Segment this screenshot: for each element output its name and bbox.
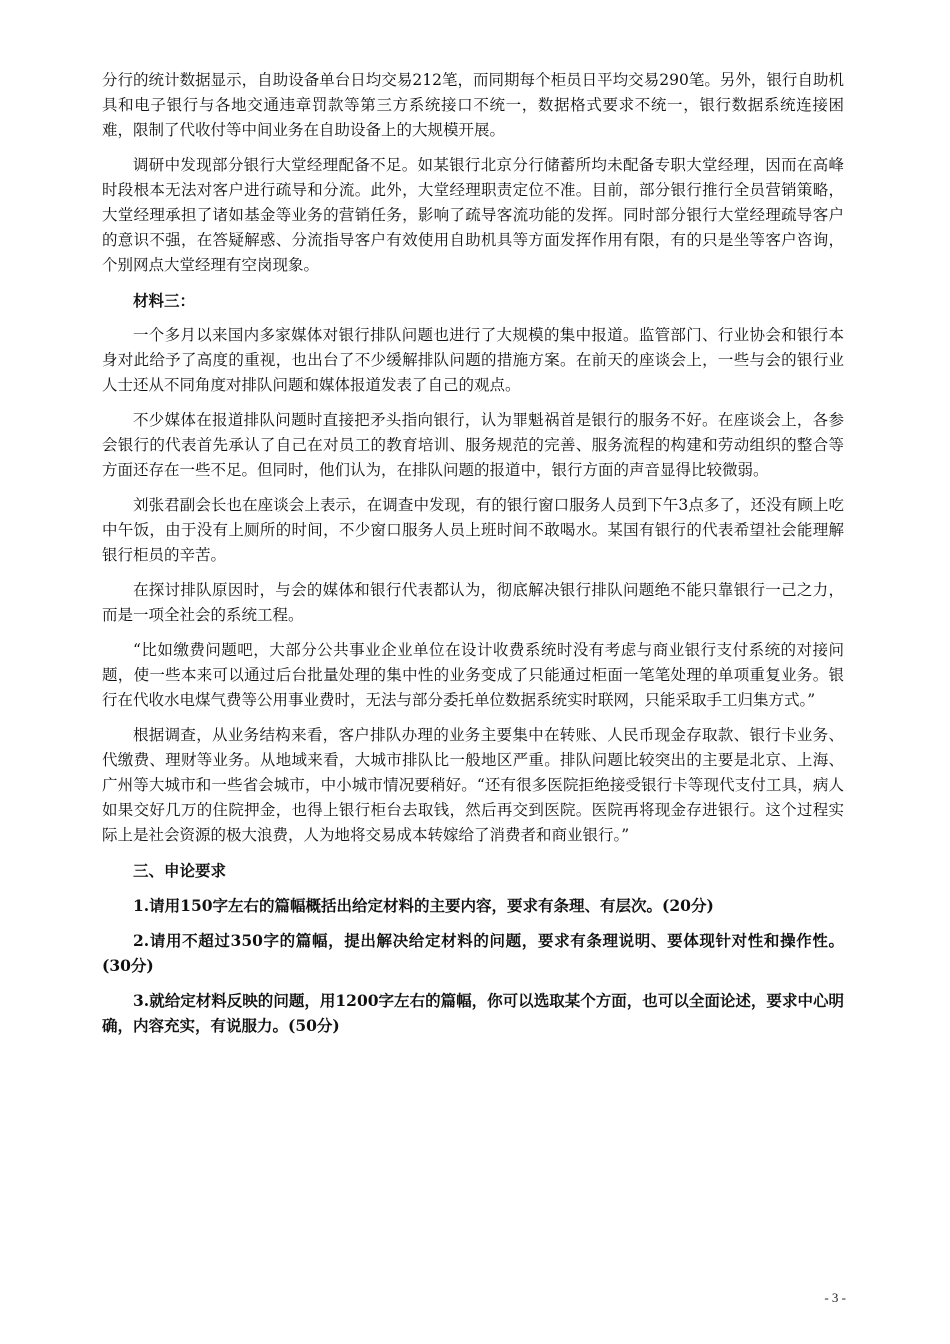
page-number: - 3 -: [824, 1290, 846, 1305]
requirement-item-3: 3.就给定材料反映的问题，用1200字左右的篇幅，你可以选取某个方面，也可以全面论述，要求中心明确，内容充实，有说服力。(50分): [102, 991, 844, 1035]
paragraph-survey: 根据调查，从业务结构来看，客户排队办理的业务主要集中在转账、人民币现金存取款、银行卡业务、代缴费、理财等业务。从地域来看，大城市排队比一般地区严重。排队问题比较突出的主要是北京、上海、广州等大城市和一些省会城市，中小城市情况要稍好。“还有很多医院拒绝接受银行卡等现代支付工具，病人如果交好几万的住院押金，也得上银行柜台去取钱，然后再交到医院。医院再将现金存进银行。这个过程实际上是社会资源的极大浪费，人为地将交易成本转嫁给了消费者和商业银行。”: [102, 726, 844, 844]
section-heading-requirements: 三、申论要求: [133, 861, 227, 880]
paragraph-queue-causes: 在探讨排队原因时，与会的媒体和银行代表都认为，彻底解决银行排队问题绝不能只靠银行一己之力，而是一项全社会的系统工程。: [102, 581, 844, 624]
paragraph-fee-quote: “比如缴费问题吧，大部分公共事业企业单位在设计收费系统时没有考虑与商业银行支付系统的对接问题，使一些本来可以通过后台批量处理的集中性的业务变成了只能通过柜面一笔笔处理的单项重复业务。银行在代收水电煤气费等公用事业费时，无法与部分委托单位数据系统实时联网，只能采取手工归集方式。”: [102, 641, 844, 709]
paragraph-continued: 分行的统计数据显示，自助设备单台日均交易212笔，而同期每个柜员日平均交易290笔。另外，银行自助机具和电子银行与各地交通违章罚款等第三方系统接口不统一，数据格式要求不统一，银行数据系统连接困难，限制了代收付等中间业务在自助设备上的大规模开展。: [102, 71, 844, 139]
requirement-item-2: 2.请用不超过350字的篇幅，提出解决给定材料的问题，要求有条理说明、要体现针对性和操作性。(30分): [102, 931, 844, 975]
section-heading-material-three: 材料三：: [133, 291, 196, 310]
paragraph-media-blame: 不少媒体在报道排队问题时直接把矛头指向银行，认为罪魁祸首是银行的服务不好。在座谈会上，各参会银行的代表首先承认了自己在对员工的教育培训、服务规范的完善、服务流程的构建和劳动组织的整合等方面还存在一些不足。但同时，他们认为，在排队问题的报道中，银行方面的声音显得比较微弱。: [102, 411, 844, 479]
document-body: [102, 68, 844, 1048]
paragraph-vice-president: 刘张君副会长也在座谈会上表示，在调查中发现，有的银行窗口服务人员到下午3点多了，还没有顾上吃中午饭，由于没有上厕所的时间，不少窗口服务人员上班时间不敢喝水。某国有银行的代表希望社会能理解银行柜员的辛苦。: [102, 496, 844, 564]
paragraph-media-reports: 一个多月以来国内多家媒体对银行排队问题也进行了大规模的集中报道。监管部门、行业协会和银行本身对此给予了高度的重视，也出台了不少缓解排队问题的措施方案。在前天的座谈会上，一些与会的银行业人士还从不同角度对排队问题和媒体报道发表了自己的观点。: [102, 326, 844, 394]
paragraph-lobby-manager: 调研中发现部分银行大堂经理配备不足。如某银行北京分行储蓄所均未配备专职大堂经理，因而在高峰时段根本无法对客户进行疏导和分流。此外，大堂经理职责定位不准。目前，部分银行推行全员营销策略，大堂经理承担了诸如基金等业务的营销任务，影响了疏导客流功能的发挥。同时部分银行大堂经理疏导客户的意识不强，在答疑解惑、分流指导客户有效使用自助机具等方面发挥作用有限，有的只是坐等客户咨询，个别网点大堂经理有空岗现象。: [102, 156, 844, 274]
requirement-item-1: 1.请用150字左右的篇幅概括出给定材料的主要内容，要求有条理、有层次。(20分): [133, 896, 714, 915]
